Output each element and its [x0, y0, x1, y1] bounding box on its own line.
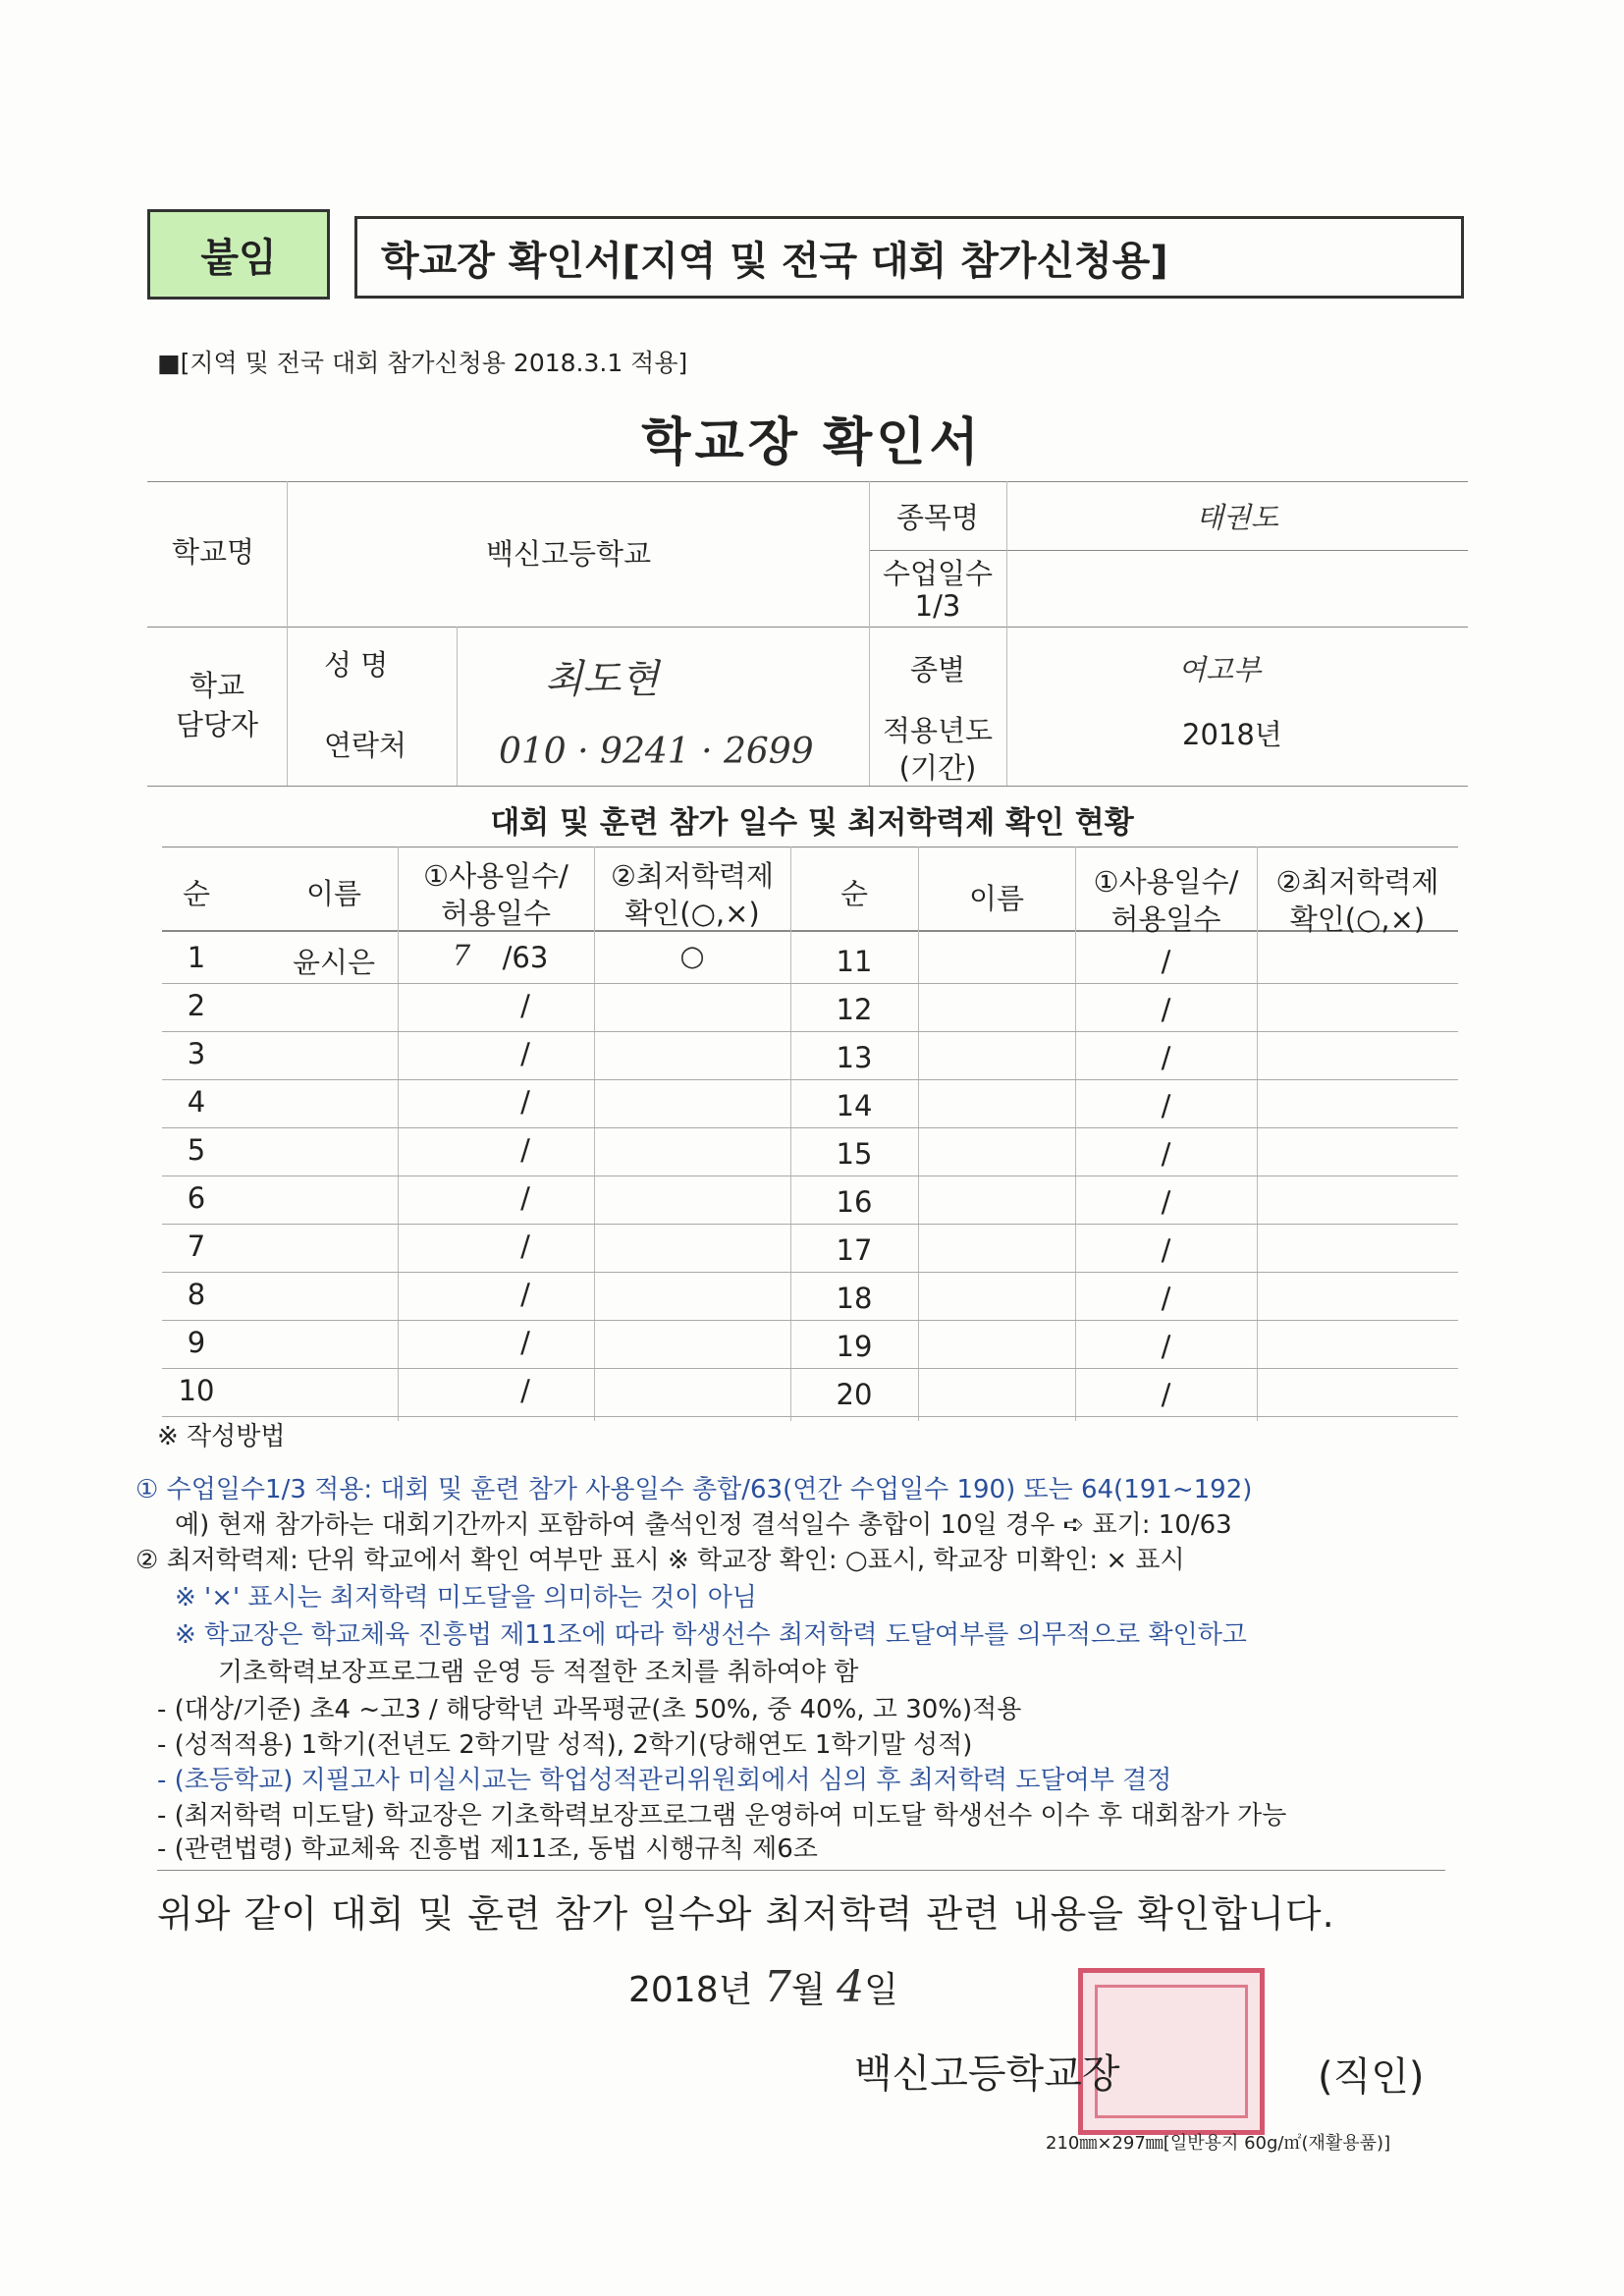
row-divider	[162, 1031, 1458, 1032]
contact-label-2: 담당자	[175, 708, 259, 741]
note-4a: ※ 학교장은 학교체육 진흥법 제11조에 따라 학생선수 최저학력 도달여부를 의무적으로 확인하고	[175, 1620, 1247, 1650]
row-allowed-days-right: /	[1161, 1282, 1171, 1315]
detail-2: - (성적적용) 1학기(전년도 2학기말 성적), 2학기(당해연도 1학기말 성적)	[157, 1730, 973, 1760]
col-header-no: 순	[182, 877, 210, 910]
row-allowed-days-right: /	[1161, 1185, 1171, 1219]
row-number-right: 20	[836, 1378, 873, 1411]
note-3: ※ '×' 표시는 최저학력 미도달을 의미하는 것이 아님	[175, 1583, 757, 1613]
row-number: 6	[187, 1181, 206, 1215]
row-allowed-days-right: /	[1161, 1137, 1171, 1171]
row-allowed-days: /	[520, 1181, 530, 1215]
row-allowed-days-right: /	[1161, 1330, 1171, 1363]
issue-date	[628, 1962, 898, 2012]
row-divider	[162, 1224, 1458, 1225]
row-min-check: ○	[679, 939, 705, 972]
applicability-note: ■[지역 및 전국 대회 참가신청용 2018.3.1 적용]	[157, 349, 688, 377]
row-divider	[162, 1127, 1458, 1128]
document-header-title: 학교장 확인서[지역 및 전국 대회 참가신청용]	[354, 216, 1464, 299]
school-name-label: 학교명	[172, 535, 255, 569]
col-header-min-2-right: 확인(○,×)	[1289, 902, 1426, 936]
row-divider	[162, 1079, 1458, 1080]
row-number: 1	[187, 941, 206, 974]
col-header-days-1: ①사용일수/	[423, 859, 568, 893]
row-allowed-days-right: /	[1161, 1378, 1171, 1411]
date-month-unit: 월	[790, 1970, 826, 2010]
paper-spec: 210㎜×297㎜[일반용지 60g/㎡(재활용품)]	[1046, 2133, 1391, 2154]
row-divider	[162, 1368, 1458, 1369]
phone-label: 연락처	[324, 729, 407, 762]
row-number-right: 15	[836, 1137, 873, 1171]
school-name-value: 백신고등학교	[486, 537, 652, 571]
col-header-days-2: 허용일수	[440, 897, 552, 930]
date-day-unit: 일	[864, 1970, 898, 2010]
col-header-days-1-right: ①사용일수/	[1093, 865, 1239, 899]
note-1b: 예) 현재 참가하는 대회기간까지 포함하여 출석인정 결석일수 총합이 10일 경우 ➪ 표기: 10/63	[175, 1510, 1232, 1540]
row-number-right: 14	[836, 1089, 873, 1122]
sport-label: 종목명	[895, 501, 980, 534]
detail-5: - (관련법령) 학교체육 진흥법 제11조, 동법 시행규칙 제6조	[157, 1834, 818, 1864]
date-day: 4	[837, 1962, 865, 2012]
phone-value: 010 · 9241 · 2699	[499, 732, 814, 772]
col-header-no-right: 순	[839, 877, 868, 910]
year-value: 2018년	[1182, 718, 1282, 751]
row-number: 3	[187, 1037, 206, 1070]
row-divider	[162, 983, 1458, 984]
year-label-1: 적용년도	[882, 714, 994, 747]
row-number: 2	[187, 989, 206, 1022]
row-number-right: 17	[836, 1233, 873, 1267]
row-allowed-days: /	[520, 1374, 530, 1407]
seal-label: (직인)	[1318, 2054, 1425, 2100]
row-allowed-days: /	[520, 1133, 530, 1167]
date-year: 2018년	[628, 1970, 753, 2010]
row-allowed-days: /	[520, 989, 530, 1022]
row-divider	[162, 1175, 1458, 1176]
row-number-right: 11	[836, 945, 873, 978]
row-allowed-days: /	[520, 1037, 530, 1070]
detail-4: - (최저학력 미도달) 학교장은 기초학력보장프로그램 운영하여 미도달 학생선수 이수 후 대회참가 가능	[157, 1801, 1287, 1831]
row-number-right: 19	[836, 1330, 873, 1363]
note-1a: ① 수업일수1/3 적용: 대회 및 훈련 참가 사용일수 총합/63(연간 수업일수 190) 또는 64(191~192)	[135, 1475, 1253, 1504]
col-header-name-right: 이름	[968, 882, 1025, 915]
row-number: 4	[187, 1085, 206, 1119]
row-divider	[162, 1416, 1458, 1417]
class-days-fraction-label: 1/3	[914, 589, 961, 623]
col-header-min-1: ②최저학력제	[610, 859, 775, 893]
row-allowed-days: /	[520, 1278, 530, 1311]
row-number-right: 18	[836, 1282, 873, 1315]
sport-value: 태권도	[1196, 501, 1279, 534]
row-number: 10	[178, 1374, 215, 1407]
row-allowed-days-right: /	[1161, 1041, 1171, 1074]
division-label: 종별	[909, 653, 966, 686]
principal-signature: 백신고등학교장	[854, 2051, 1120, 2097]
attachment-badge: 붙임	[147, 209, 330, 300]
row-allowed-days-right: /	[1161, 1089, 1171, 1122]
year-label-2: (기간)	[898, 751, 977, 785]
person-name-value: 최도현	[545, 657, 659, 702]
row-number: 5	[187, 1133, 206, 1167]
person-name-label: 성 명	[324, 648, 389, 682]
row-allowed-days-right: /	[1161, 1233, 1171, 1267]
col-header-min-2: 확인(○,×)	[624, 897, 760, 930]
col-header-min-1-right: ②최저학력제	[1275, 865, 1439, 899]
row-number-right: 13	[836, 1041, 873, 1074]
row-allowed-days-right: /	[1161, 945, 1171, 978]
row-name: 윤시은	[292, 946, 376, 979]
detail-1: - (대상/기준) 초4 ~고3 / 해당학년 과목평균(초 50%, 중 40%, 고 30%)적용	[157, 1695, 1022, 1724]
col-header-days-2-right: 허용일수	[1110, 902, 1221, 936]
page-title: 학교장 확인서	[641, 413, 983, 472]
row-number-right: 16	[836, 1185, 873, 1219]
col-header-name: 이름	[305, 877, 362, 910]
note-2: ② 최저학력제: 단위 학교에서 확인 여부만 표시 ※ 학교장 확인: ○표시, 학교장 미확인: × 표시	[135, 1546, 1185, 1575]
row-used-days: 7	[452, 939, 471, 972]
class-days-label: 수업일수	[882, 557, 994, 590]
notes-heading: ※ 작성방법	[157, 1422, 286, 1451]
detail-3: - (초등학교) 지필고사 미실시교는 학업성적관리위원회에서 심의 후 최저학력 도달여부 결정	[157, 1766, 1172, 1795]
division-value: 여고부	[1178, 653, 1262, 686]
row-allowed-days: /	[520, 1230, 530, 1263]
row-allowed-days-right: /	[1161, 993, 1171, 1026]
contact-label-1: 학교	[189, 669, 245, 702]
row-number: 8	[187, 1278, 206, 1311]
row-allowed-days: /63	[502, 941, 549, 974]
row-allowed-days: /	[520, 1085, 530, 1119]
confirmation-statement: 위와 같이 대회 및 훈련 참가 일수와 최저학력 관련 내용을 확인합니다.	[157, 1892, 1335, 1936]
section-title: 대회 및 훈련 참가 일수 및 최저학력제 확인 현황	[490, 805, 1134, 841]
row-allowed-days: /	[520, 1326, 530, 1359]
note-4b: 기초학력보장프로그램 운영 등 적절한 조치를 취하여야 함	[218, 1658, 859, 1687]
row-number: 9	[187, 1326, 206, 1359]
row-divider	[162, 1272, 1458, 1273]
row-divider	[162, 1320, 1458, 1321]
date-month: 7	[763, 1962, 791, 2012]
row-number: 7	[187, 1230, 206, 1263]
row-number-right: 12	[836, 993, 873, 1026]
